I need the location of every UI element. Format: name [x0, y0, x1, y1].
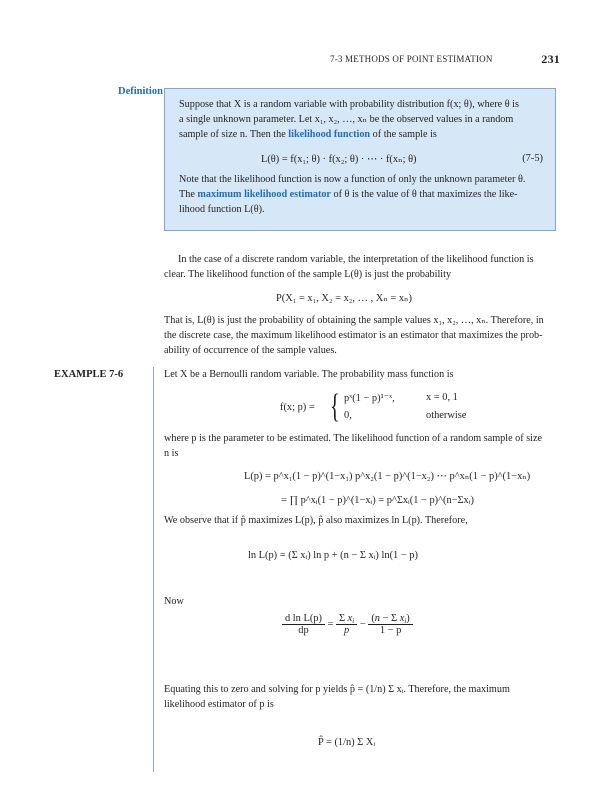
example-label: EXAMPLE 7-6 [54, 369, 124, 380]
definition-paragraph-1 [179, 98, 543, 142]
term-mle: maximum likelihood estimator [197, 188, 331, 200]
definition-line: a single unknown parameter. Let x₁, x₂, …, xₙ be the observed values in a random [179, 113, 514, 125]
likelihood-equation: L(θ) = f(x₁; θ) · f(x₂; θ) · ⋯ · f(xₙ; θ) [261, 154, 417, 165]
probability-equation: P(X₁ = x₁, X₂ = x₂, … , Xₙ = xₙ) [276, 293, 413, 304]
example-rule [153, 367, 154, 772]
definition-label: Definition [118, 86, 163, 97]
example-paragraph: where p is the parameter to be estimated. The likelihood function of a random sample of size n is [164, 433, 543, 459]
term-likelihood-function: likelihood function [288, 128, 371, 140]
log-likelihood-equation: ln L(p) = (Σ xᵢ) ln p + (n − Σ xᵢ) ln(1 − p) [248, 550, 418, 561]
definition-line: Note that the likelihood function is now a function of only the unknown parameter θ. [179, 174, 526, 185]
definition-line: sample of size n. Then the likelihood function of the sample is [179, 128, 437, 140]
observation-text: We observe that if p̂ maximizes L(p), p̂ also maximizes ln L(p). Therefore, [164, 515, 468, 526]
derivative-lhs: $\frac{\text{d ln L(p)}}{dp}$ [282, 613, 325, 636]
definition-line: The maximum likelihood estimator of θ is the value of θ that maximizes the like- [179, 188, 518, 200]
left-brace: { [330, 388, 340, 425]
definition-line: lihood function L(θ). [179, 203, 265, 215]
equating-paragraph: Equating this to zero and solving for p yields p̂ = (1/n) Σ xᵢ. Therefore, the maximum likelihood estimator of p is [164, 684, 510, 710]
section-title: 7-3 METHODS OF POINT ESTIMATION [330, 54, 493, 64]
definition-line: Suppose that X is a random variable with probability distribution f(x; θ), where θ is [179, 99, 519, 110]
example-intro: Let X be a Bernoulli random variable. The probability mass function is [164, 369, 454, 380]
definition-box [164, 88, 556, 231]
body-paragraph-1: In the case of a discrete random variable, the interpretation of the likelihood function is clear. The likelihood function of the sample L(θ) is just the probability [164, 254, 534, 280]
running-header [330, 54, 560, 64]
equation-number: (7-5) [522, 153, 543, 164]
derivative-term-2: $\frac{(n - \Sigma x_i)}{1 - p}$ [368, 613, 412, 636]
derivative-term-1: $\frac{\Sigma x_i}{p}$ [336, 613, 357, 636]
page-number: 231 [541, 52, 560, 66]
definition-paragraph-2 [179, 173, 543, 217]
likelihood-line-2: = ∏ p^xᵢ(1 − p)^(1−xᵢ) = p^Σxᵢ(1 − p)^(n−Σxᵢ) [281, 495, 474, 506]
derivative-equation: $\frac{\text{d ln L(p)}}{dp}$ = $\frac{\Sigma x_i}{p}$ − $\frac{(n - \Sigma x_i)}{1 - p}$ [282, 613, 413, 636]
final-estimator-equation: P̂ = (1/n) Σ Xᵢ [318, 737, 376, 748]
body-paragraph-2: That is, L(θ) is just the probability of obtaining the sample values x₁, x₂, …, xₙ. Therefore, in the discrete case, the maximum likelihood estimator is an estimator that maximizes the prob- ability of occurrence of the sample values. [164, 315, 544, 356]
likelihood-line-1: L(p) = p^x₁(1 − p)^(1−x₁) p^x₂(1 − p)^(1−x₂) ⋯ p^xₙ(1 − p)^(1−xₙ) [244, 471, 531, 482]
now-label: Now [164, 596, 184, 607]
